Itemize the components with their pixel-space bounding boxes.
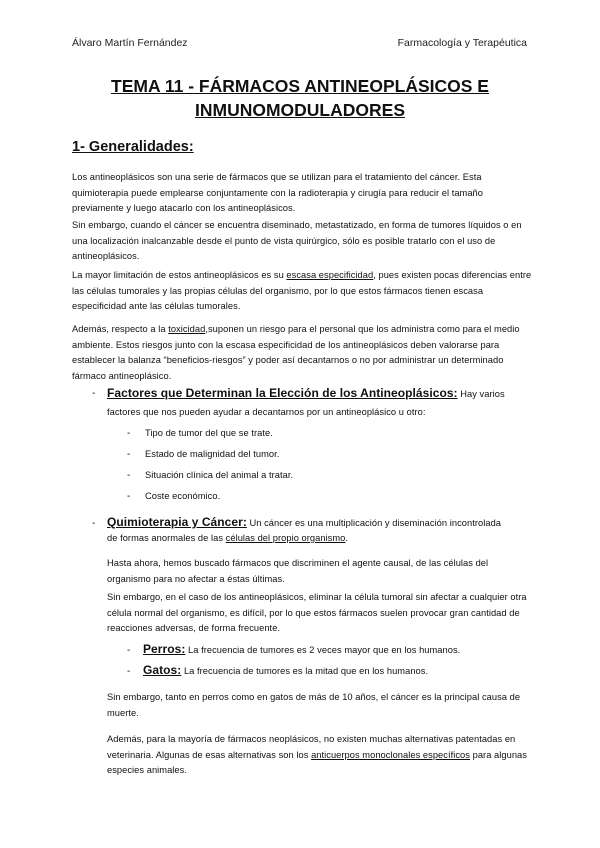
sub-dash-4: - — [127, 491, 131, 502]
factor-item-1: Tipo de tumor del que se trate. — [145, 428, 273, 438]
factores-block: Factores que Determinan la Elección de los Antineoplásicos: Hay varios — [107, 386, 505, 400]
factor-item-3: Situación clínica del animal a tratar. — [145, 470, 294, 480]
perros-item: Perros: La frecuencia de tumores es 2 veces mayor que en los humanos. — [143, 642, 461, 656]
quimio-paragraph-2: Sin embargo, en el caso de los antineoplásicos, eliminar la célula tumoral sin afectar a cualquier otra célula normal del organismo, es difícil, por lo que estos fármacos suelen provocar gran cantidad de reacciones adversas, de forma frecuente. — [107, 592, 527, 634]
heading-factores: Factores que Determinan la Elección de los Antineoplásicos: — [107, 386, 458, 400]
paragraph-intro: Los antineoplásicos son una serie de fármacos que se utilizan para el tratamiento del cáncer. Esta quimioterapia puede emplearse conjuntamente con la radioterapia y cirugía para reducir el tamaño previamente y luego atacarlo con los antineoplásicos. — [72, 172, 484, 214]
sub-dash-perros: - — [127, 645, 131, 656]
factor-item-2: Estado de malignidad del tumor. — [145, 449, 280, 459]
document-title — [60, 74, 540, 122]
title-line-1: TEMA 11 - FÁRMACOS ANTINEOPLÁSICOS E — [111, 76, 489, 96]
paragraph-diseminado: Sin embargo, cuando el cáncer se encuentra diseminado, metastatizado, en forma de tumores líquidos o en una localización inalcanzable desde el punto de vista quirúrgico, sólo es posible tratarlo con el uso de antineoplásicos. — [72, 220, 522, 262]
sub-dash-gatos: - — [127, 666, 131, 677]
section-heading-generalidades: 1- Generalidades: — [72, 139, 194, 155]
sub-dash-1: - — [127, 428, 131, 439]
title-line-2: INMUNOMODULADORES — [195, 100, 405, 120]
quimio-intro-line2: de formas anormales de las células del propio organismo. — [107, 533, 349, 543]
sub-dash-2: - — [127, 449, 131, 460]
paragraph-limitacion: La mayor limitación de estos antineoplásicos es su escasa especificidad, pues existen pocas diferencias entre las células tumorales y las propias células del organismo, por lo que estos fármacos tienen escasa especificidad ante las células tumorales. — [72, 270, 532, 312]
quimio-paragraph-4: Además, para la mayoría de fármacos neoplásicos, no existen muchas alternativas patentadas en veterinaria. Algunas de esas alternativas son los anticuerpos monoclonales específicos para algunas especies animales. — [107, 734, 527, 776]
sub-dash-3: - — [127, 470, 131, 481]
header-subject: Farmacología y Terapéutica — [397, 37, 527, 49]
header-author: Álvaro Martín Fernández — [72, 37, 188, 49]
label-gatos: Gatos: — [143, 663, 182, 677]
paragraph-toxicidad: Además, respecto a la toxicidad,suponen un riesgo para el personal que los administra como para el medio ambiente. Estos riesgos junto con la escasa especificidad de los antineoplásicos deben valorarse para establecer la balanza “beneficios-riesgos” y poder así decantarnos o no por administrar un determinado fármaco antineoplásico. — [72, 324, 520, 381]
bullet-dash-quimio: - — [92, 518, 96, 529]
underline-escasa-especificidad: escasa especificidad — [286, 270, 374, 280]
underline-anticuerpos: anticuerpos monoclonales específicos — [311, 749, 470, 760]
quimio-heading-line: Quimioterapia y Cáncer: Un cáncer es una multiplicación y diseminación incontrolada — [107, 515, 502, 529]
quimio-paragraph-1: Hasta ahora, hemos buscado fármacos que discriminen el agente causal, de las células del organismo para no afectar a éstas últimas. — [107, 558, 489, 584]
factores-intro-line2: factores que nos pueden ayudar a decantarnos por un antineoplásico u otro: — [107, 407, 426, 417]
quimio-paragraph-3: Sin embargo, tanto en perros como en gatos de más de 10 años, el cáncer es la principal causa de muerte. — [107, 692, 521, 718]
underline-toxicidad: toxicidad — [168, 324, 206, 334]
heading-quimioterapia: Quimioterapia y Cáncer: — [107, 515, 247, 529]
underline-celulas-organismo: células del propio organismo — [225, 533, 346, 543]
factor-item-4: Coste económico. — [145, 491, 221, 501]
label-perros: Perros: — [143, 642, 186, 656]
gatos-item: Gatos: La frecuencia de tumores es la mitad que en los humanos. — [143, 663, 429, 677]
bullet-dash-factores: - — [92, 388, 96, 399]
